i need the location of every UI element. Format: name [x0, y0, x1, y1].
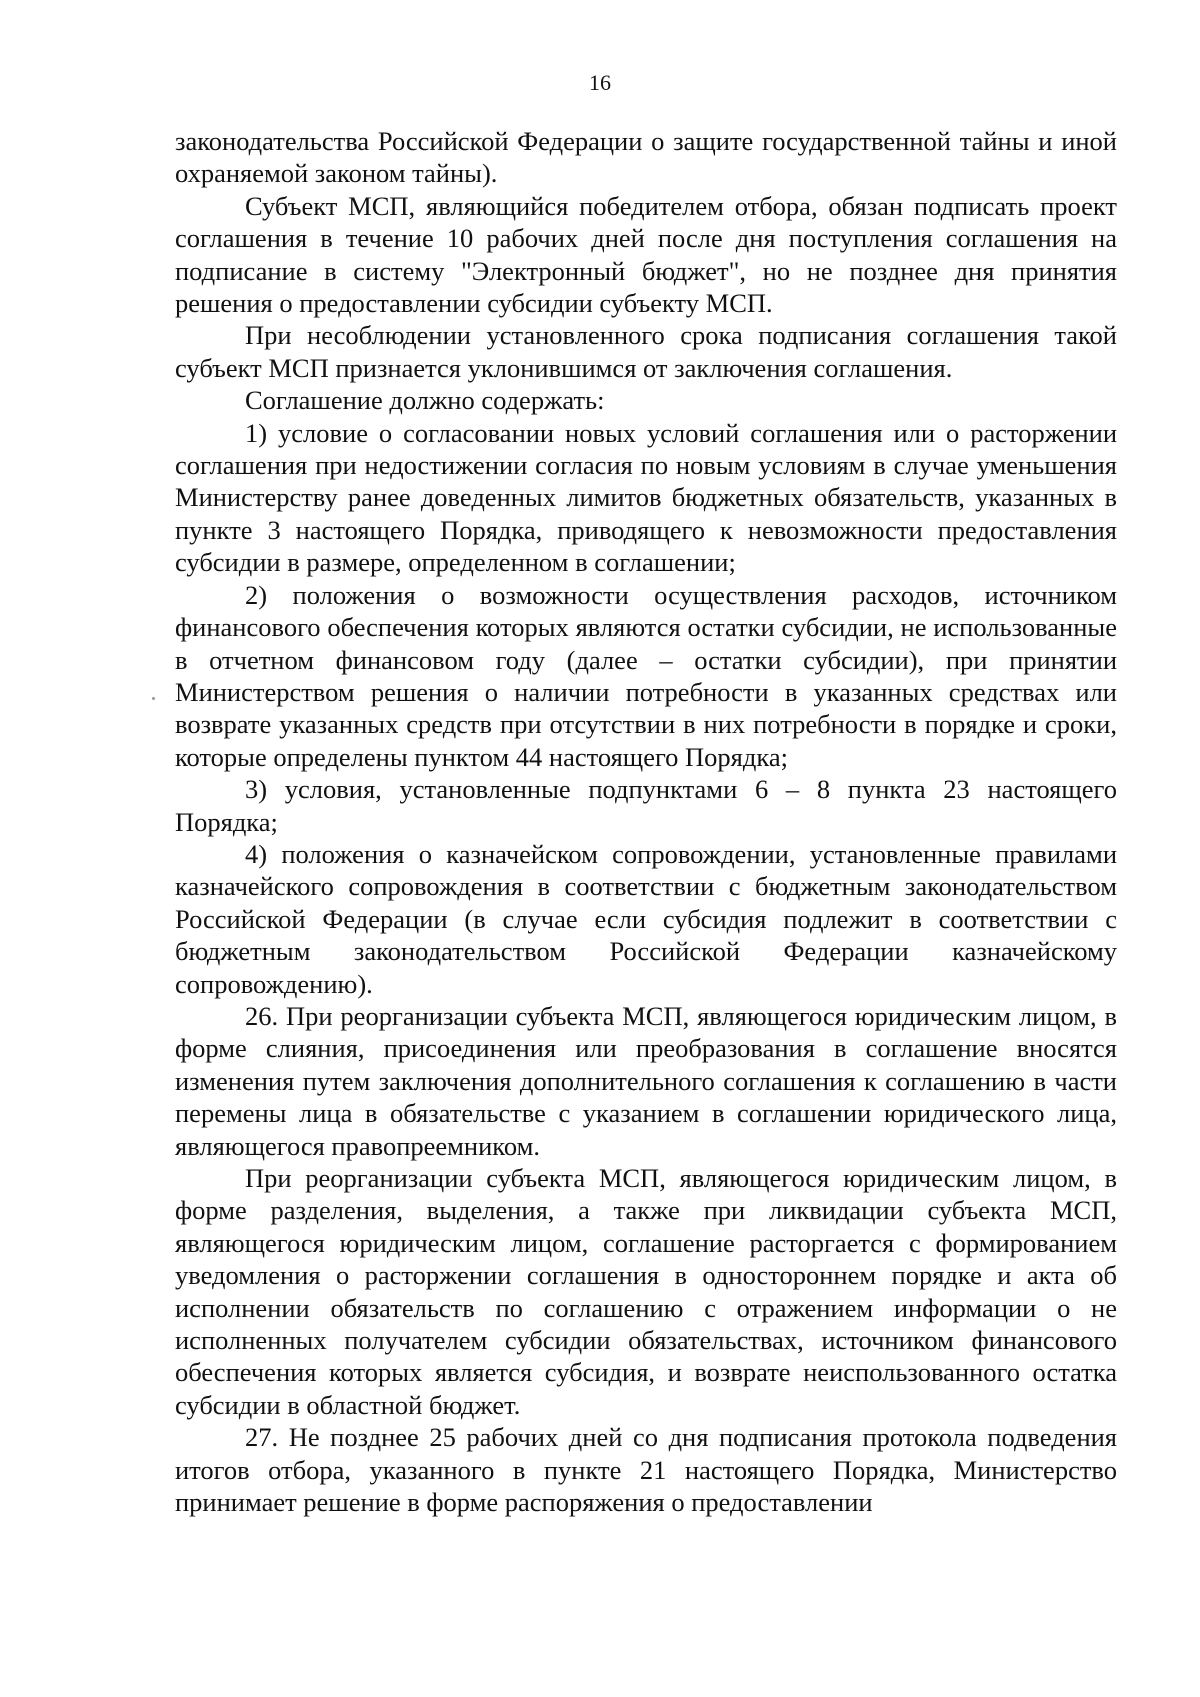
page-number: 16 — [589, 70, 611, 95]
clause-27: 27. Не позднее 25 рабочих дней со дня подписания протокола подведения итогов отбора, указанного в пункте 21 настоящего Порядка, Министерство принимает решение в форме распоряжения о предоставлении — [175, 1422, 1117, 1518]
document-body — [175, 125, 1117, 1518]
paragraph-continuation: законодательства Российской Федерации о защите государственной тайны и иной охраняемой законом тайны). — [175, 126, 1117, 189]
scan-speck — [152, 697, 155, 700]
list-item-1: 1) условие о согласовании новых условий соглашения или о расторжении соглашения при недостижении согласия по новым условиям в случае уменьшения Министерству ранее доведенных лимитов бюджетных обязательств, указанных в пункте 3 настоящего Порядка, приводящего к невозможности предоставления субсидии в размере, определенном в соглашении; — [175, 417, 1117, 578]
list-item-4: 4) положения о казначейском сопровождении, установленные правилами казначейского сопровождения в соответствии с бюджетным законодательством Российской Федерации (в случае если субсидия подлежит в соответствии с бюджетным законодательством Российской Федерации казначейскому сопровождению). — [175, 838, 1117, 999]
list-item-3: 3) условия, установленные подпунктами 6 – 8 пункта 23 настоящего Порядка; — [175, 774, 1117, 837]
list-item-2: 2) положения о возможности осуществления расходов, источником финансового обеспечения которых являются остатки субсидии, не использованные в отчетном финансовом году (далее – остатки субсидии), при принятии Министерством решения о наличии потребности в указанных средствах или возврате указанных средств при отсутствии в них потребности в порядке и сроки, которые определены пунктом 44 настоящего Порядка; — [175, 579, 1117, 772]
paragraph-signing-deadline: Субъект МСП, являющийся победителем отбора, обязан подписать проект соглашения в течение 10 рабочих дней после дня поступления соглашения на подписание в систему "Электронный бюджет", но не позднее дня принятия решения о предоставлении субсидии субъекту МСП. — [175, 190, 1117, 319]
paragraph-evasion: При несоблюдении установленного срока подписания соглашения такой субъект МСП признается уклонившимся от заключения соглашения. — [175, 320, 1117, 383]
paragraph-agreement-contents: Соглашение должно содержать: — [245, 385, 605, 416]
clause-26-reorganization: При реорганизации субъекта МСП, являющегося юридическим лицом, в форме разделения, выделения, а также при ликвидации субъекта МСП, являющегося юридическим лицом, соглашение расторгается с формированием уведомления о расторжении соглашения в одностороннем порядке и акта об исполнении обязательств по соглашению с отражением информации о не исполненных получателем субсидии обязательствах, источником финансового обеспечения которых является субсидия, и возврате неиспользованного остатка субсидии в областной бюджет. — [175, 1163, 1117, 1420]
clause-26: 26. При реорганизации субъекта МСП, являющегося юридическим лицом, в форме слияния, присоединения или преобразования в соглашение вносятся изменения путем заключения дополнительного соглашения к соглашению в части перемены лица в обязательстве с указанием в соглашении юридического лица, являющегося правопреемником. — [175, 1000, 1117, 1161]
